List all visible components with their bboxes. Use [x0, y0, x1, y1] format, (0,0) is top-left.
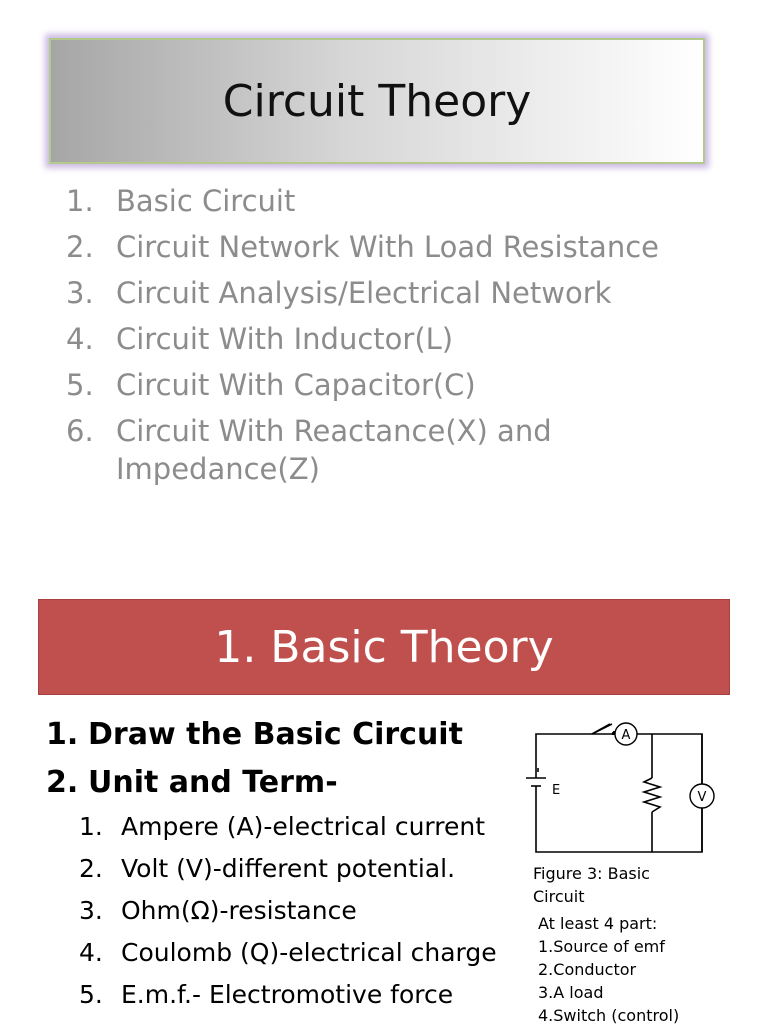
item-number: 2. — [66, 230, 94, 264]
item-number: 5. — [66, 368, 94, 402]
parts-title: At least 4 part: — [538, 914, 658, 933]
item-number: 1. — [66, 184, 94, 218]
item-number: 1. — [79, 812, 103, 841]
item-text: E.m.f.- Electromotive force — [121, 980, 454, 1009]
list-item — [66, 366, 706, 404]
item-number: 6. — [66, 414, 94, 448]
item-text: Circuit With Reactance(X) and Impedance(Z) — [116, 414, 552, 486]
list-item — [79, 977, 606, 1013]
item-text: Circuit Network With Load Resistance — [116, 230, 659, 264]
voltmeter-label: V — [697, 790, 707, 805]
title-box — [49, 38, 705, 164]
item-text: Circuit With Inductor(L) — [116, 322, 454, 356]
figure-caption: Figure 3: Basic Circuit — [533, 862, 703, 908]
item-number: 4. — [79, 938, 103, 967]
list-item — [66, 228, 706, 266]
item-text: Ampere (A)-electrical current — [121, 812, 486, 841]
part-item: 2.Conductor — [538, 960, 637, 979]
section-heading: 1. Basic Theory — [214, 621, 554, 673]
item-number: 2. — [46, 765, 79, 800]
parts-box — [538, 912, 728, 1027]
battery-label: E — [552, 783, 561, 798]
item-text: Unit and Term- — [88, 765, 338, 800]
ammeter-label: A — [621, 728, 631, 743]
item-text: Ohm(Ω)-resistance — [121, 896, 357, 925]
list-item — [66, 182, 706, 220]
part-item: 1.Source of emf — [538, 937, 665, 956]
list-item — [66, 412, 706, 488]
slide-title: Circuit Theory — [222, 75, 532, 127]
item-number: 3. — [66, 276, 94, 310]
item-text: Circuit Analysis/Electrical Network — [116, 276, 612, 310]
contents-list — [66, 182, 706, 496]
list-item — [79, 893, 606, 929]
list-item — [66, 320, 706, 358]
list-item — [66, 274, 706, 312]
circuit-diagram — [520, 712, 756, 858]
item-text: Coulomb (Q)-electrical charge — [121, 938, 497, 967]
item-number: 4. — [66, 322, 94, 356]
section-heading-band — [38, 599, 730, 695]
item-text: Draw the Basic Circuit — [88, 717, 463, 752]
part-item: 4.Switch (control) — [538, 1006, 680, 1025]
item-number: 1. — [46, 717, 79, 752]
item-text: Basic Circuit — [116, 184, 296, 218]
part-item: 3.A load — [538, 983, 604, 1002]
item-number: 2. — [79, 854, 103, 883]
item-number: 3. — [79, 896, 103, 925]
item-text: Volt (V)-different potential. — [121, 854, 456, 883]
item-text: Circuit With Capacitor(C) — [116, 368, 476, 402]
list-item — [79, 935, 606, 971]
item-number: 5. — [79, 980, 103, 1009]
